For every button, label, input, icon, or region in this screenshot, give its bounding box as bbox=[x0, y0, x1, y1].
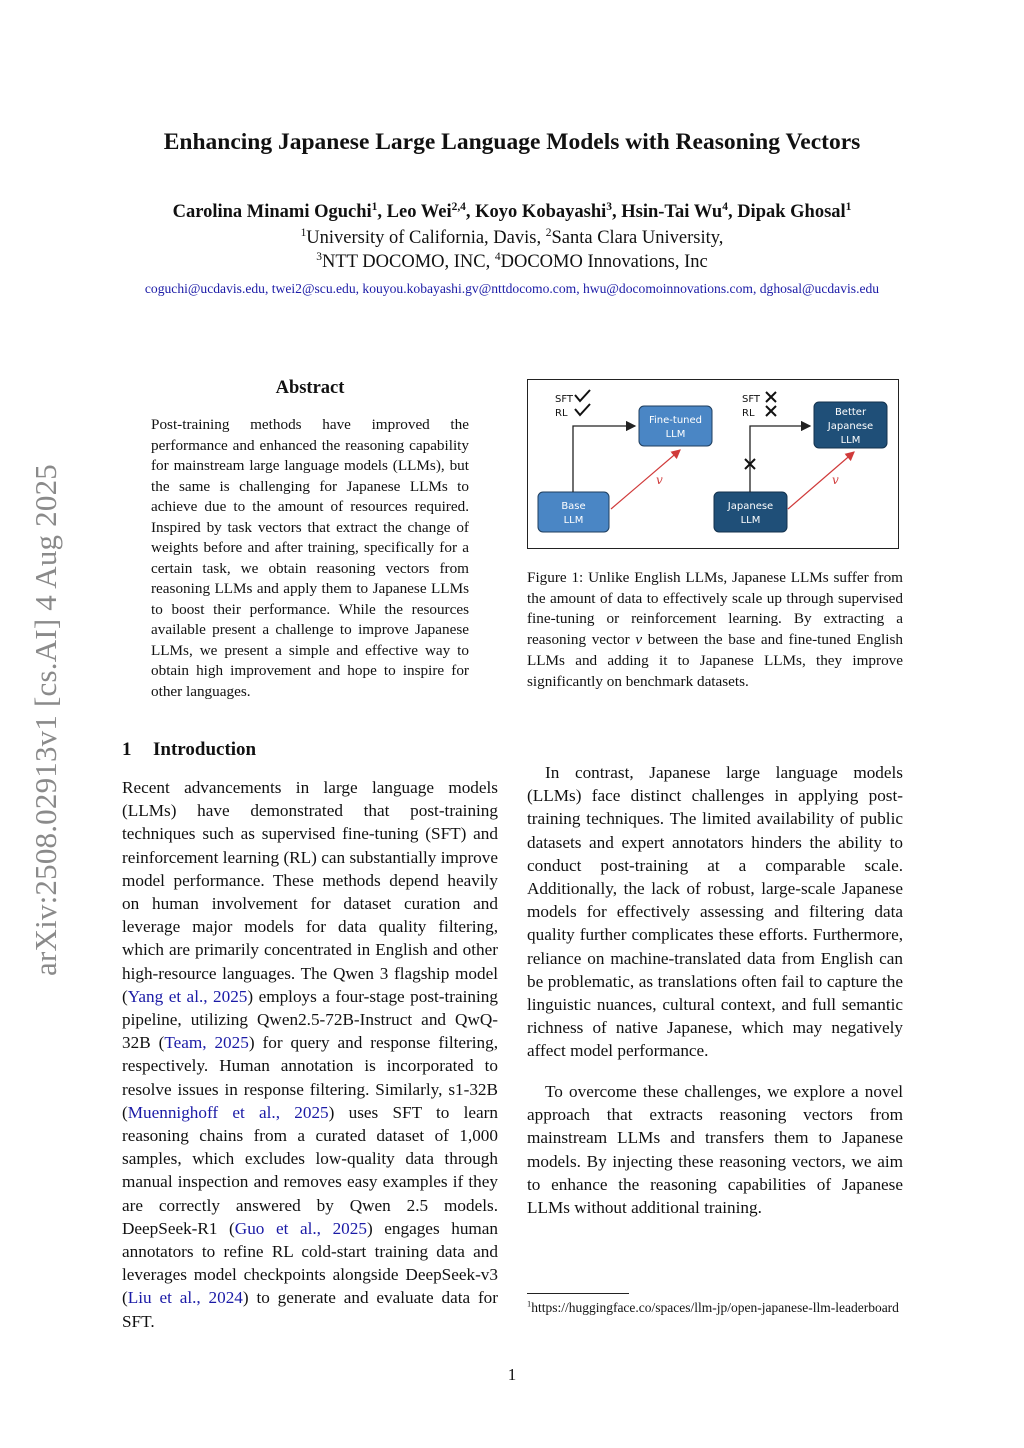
footnote-url[interactable]: https://huggingface.co/spaces/llm-jp/open-japanese-llm-leaderboard bbox=[531, 1300, 899, 1315]
fine-tuned-llm-box bbox=[639, 406, 712, 446]
section-number: 1 bbox=[122, 739, 132, 760]
rl-label: RL bbox=[555, 408, 568, 419]
japanese-llm-label: LLM bbox=[740, 515, 761, 526]
intro-paragraph: In contrast, Japanese large language models (LLMs) face distinct challenges in applying post-training techniques. The limited availability of public datasets and expert annotators hinders the ability to conduct post-training at a comparable scale. Additionally, the lack of robust, large-scale Japanese models for effectively assessing and filtering data quality further complicates these efforts. Furthermore, reliance on machine-translated data from English can be problematic, as translations often fail to capture the linguistic nuances, cultural context, and full semantic richness of native Japanese, which may negatively affect model performance. bbox=[527, 763, 903, 1061]
figure-diagram bbox=[528, 380, 897, 547]
affiliation: University of California, Davis, bbox=[306, 228, 542, 248]
citation-link[interactable]: Liu et al., 2024 bbox=[127, 1288, 243, 1308]
figure-1 bbox=[527, 379, 899, 549]
sft-label: SFT bbox=[742, 394, 761, 405]
footnote-mark: 1 bbox=[527, 1299, 532, 1309]
abstract-heading: Abstract bbox=[275, 378, 345, 398]
vector-label: v bbox=[832, 473, 839, 487]
figure-caption: Figure 1: Unlike English LLMs, Japanese LLMs suffer from the amount of data to effectively scale up through supervised fine-tuning or reinforcement learning. By extracting a reasoning vector v between the base and fine-tuned English LLMs and adding it to Japanese LLMs, they improve significantly on benchmark datasets. bbox=[527, 569, 903, 690]
intro-paragraph: To overcome these challenges, we explore a novel approach that extracts reasoning vectors from mainstream LLMs and transfers them to Japanese models. By injecting these reasoning vectors, we aim to enhance the reasoning capabilities of Japanese LLMs without additional training. bbox=[527, 1082, 903, 1218]
section-heading bbox=[122, 739, 256, 761]
sft-label: SFT bbox=[555, 394, 574, 405]
footnote-rule bbox=[527, 1293, 629, 1294]
reasoning-vector-arrow bbox=[611, 450, 680, 509]
arxiv-id: arXiv:2508.02913v1 [cs.AI] 4 Aug 2025 bbox=[28, 464, 63, 976]
better-japanese-llm-label: Japanese bbox=[827, 421, 874, 432]
affiliation: DOCOMO Innovations, Inc bbox=[500, 252, 708, 272]
affiliation-line-1: $^1$University of California, Davis, $^2$Santa Clara University, bbox=[300, 226, 724, 248]
japanese-llm-label: Japanese bbox=[727, 501, 774, 512]
training-arrow bbox=[750, 426, 810, 492]
base-llm-label: Base bbox=[561, 501, 586, 512]
paper-title: Enhancing Japanese Large Language Models with Reasoning Vectors bbox=[163, 129, 861, 155]
training-arrow bbox=[573, 426, 635, 492]
author: Dipak Ghosal bbox=[737, 202, 846, 222]
fine-tuned-llm-label: LLM bbox=[665, 429, 686, 440]
intro-paragraph: Recent advancements in large language models (LLMs) have demonstrated that post-training techniques such as supervised fine-tuning (SFT) and reinforcement learning (RL) can substantially improve model performance. These methods depend heavily on human involvement for dataset curation and leverage major models for data quality filtering, which are primarily concentrated in English and other high-resource languages. The Qwen 3 flagship model (Yang et al., 2025) employs a four-stage post-training pipeline, utilizing Qwen2.5-72B-Instruct and QwQ-32B (Team, 2025) for query and response filtering, respectively. Human annotation is incorporated to resolve issues in response filtering. Similarly, s1-32B (Muennighoff et al., 2025) uses SFT to learn reasoning chains from a curated dataset of 1,000 samples, which excludes low-quality data through manual inspection and removes easy examples if they are correctly answered by Qwen 2.5 models. DeepSeek-R1 (Guo et al., 2025) engages human annotators to refine RL cold-start training data and leverages model checkpoints alongside DeepSeek-v3 (Liu et al., 2024) to generate and evaluate data for SFT. bbox=[122, 778, 499, 1331]
cross-icon bbox=[766, 392, 776, 402]
author: Carolina Minami Oguchi bbox=[172, 202, 372, 222]
affiliation: Santa Clara University, bbox=[551, 228, 724, 248]
base-llm-box bbox=[538, 492, 609, 532]
vector-symbol: v bbox=[635, 631, 643, 649]
author: Leo Wei bbox=[386, 202, 452, 222]
citation-link[interactable]: Yang et al., 2025 bbox=[127, 986, 248, 1006]
citation-link[interactable]: Team, 2025 bbox=[164, 1033, 249, 1053]
citation-link[interactable]: Muennighoff et al., 2025 bbox=[127, 1102, 329, 1122]
section-title: Introduction bbox=[153, 739, 257, 760]
rl-label: RL bbox=[742, 408, 755, 419]
check-icon bbox=[575, 404, 590, 415]
base-llm-label: LLM bbox=[563, 515, 584, 526]
better-japanese-llm-label: LLM bbox=[840, 435, 861, 446]
check-icon bbox=[575, 390, 590, 401]
page-number: 1 bbox=[507, 1365, 517, 1384]
affiliation-line-2: $^3$NTT DOCOMO, INC, $^4$DOCOMO Innovations, Inc bbox=[316, 250, 708, 272]
cross-icon bbox=[766, 406, 776, 416]
citation-link[interactable]: Guo et al., 2025 bbox=[234, 1218, 367, 1238]
footnote bbox=[527, 1298, 903, 1317]
fine-tuned-llm-label: Fine-tuned bbox=[649, 415, 702, 426]
author: Hsin-Tai Wu bbox=[621, 202, 723, 222]
email-list[interactable]: coguchi@ucdavis.edu, twei2@scu.edu, kouyou.kobayashi.gv@nttdocomo.com, hwu@docomoinnovations.com, dghosal@ucdavis.edu bbox=[144, 281, 880, 296]
vector-label: v bbox=[656, 473, 663, 487]
better-japanese-llm-label: Better bbox=[834, 407, 867, 418]
author: Koyo Kobayashi bbox=[475, 202, 607, 222]
reasoning-vector-arrow bbox=[788, 452, 854, 509]
japanese-llm-box bbox=[714, 492, 787, 532]
affiliation: NTT DOCOMO, INC, bbox=[322, 252, 491, 272]
abstract-text: Post-training methods have improved the performance and enhanced the reasoning capability for mainstream large language models (LLMs), but the same is challenging for Japanese LLMs to achieve due to the amount of resources required. Inspired by task vectors that extract the change of weights before and after training, specifically for a certain task, we obtain reasoning vectors from reasoning LLMs and apply them to Japanese LLMs to boost their performance. While the resources available present a challenge to improve Japanese LLMs, we present a simple and effective way to obtain high improvement and hope to inspire for other languages. bbox=[151, 416, 469, 700]
author-list: Carolina Minami Oguchi$^1$, Leo Wei$^{2,4}$, Koyo Kobayashi$^3$, Hsin-Tai Wu$^4$, Dipak Ghosal$^1$ bbox=[172, 200, 852, 222]
